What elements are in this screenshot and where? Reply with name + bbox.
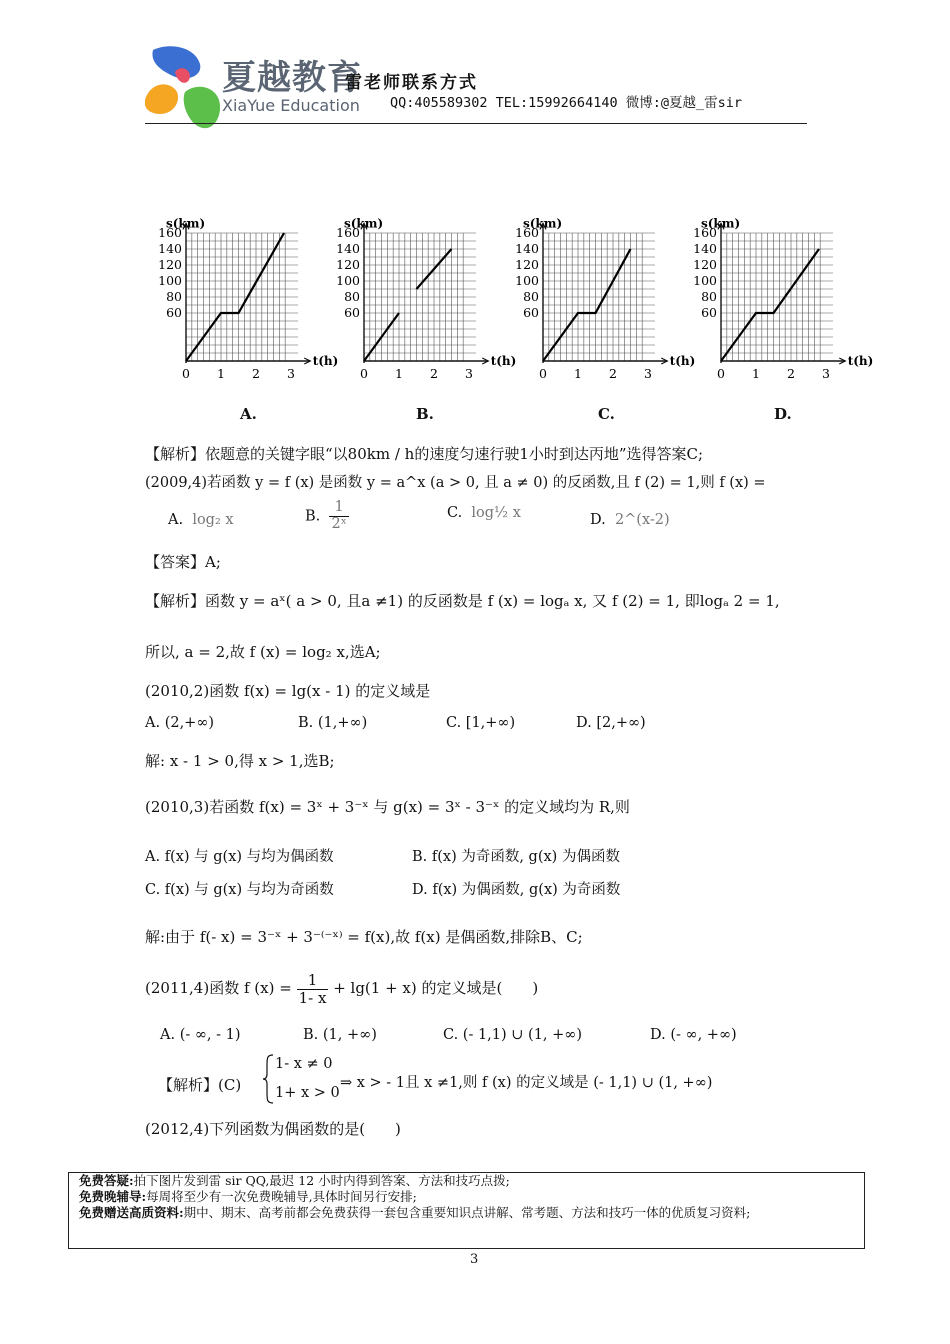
x-tick-label: 0 bbox=[182, 366, 190, 381]
contact-title: 雷老师联系方式 bbox=[345, 73, 478, 93]
y-tick-label: 140 bbox=[693, 241, 717, 256]
brace-icon bbox=[262, 1054, 274, 1104]
x-tick-label: 3 bbox=[287, 366, 295, 381]
q2-option-d: D. 2^(x-2) bbox=[590, 512, 670, 528]
q4-solution: 解:由于 f(- x) = 3⁻ˣ + 3⁻⁽⁻ˣ⁾ = f(x),故 f(x) 是偶函数,排除B、C; bbox=[145, 928, 583, 946]
q5-analysis-prefix: 【解析】(C) bbox=[158, 1076, 242, 1094]
q4-option-b: B. f(x) 为奇函数, g(x) 为偶函数 bbox=[412, 849, 620, 865]
x-tick-label: 2 bbox=[609, 366, 617, 381]
y-tick-label: 120 bbox=[515, 257, 539, 272]
q4-option-a: A. f(x) 与 g(x) 与均为偶函数 bbox=[145, 849, 334, 865]
q3-option-a: A. (2,+∞) bbox=[145, 715, 215, 731]
header-divider bbox=[145, 123, 807, 124]
graph-label-b: B. bbox=[416, 405, 434, 423]
y-tick-label: 140 bbox=[336, 241, 360, 256]
y-tick-label: 60 bbox=[701, 305, 717, 320]
y-tick-label: 100 bbox=[336, 273, 360, 288]
q2-analysis-line1: 【解析】函数 y = aˣ( a > 0, 且a ≠1) 的反函数是 f (x) = logₐ x, 又 f (2) = 1, 即logₐ 2 = 1, bbox=[145, 592, 780, 610]
y-tick-label: 140 bbox=[158, 241, 182, 256]
q2-option-a: A. log₂ x bbox=[168, 512, 234, 528]
q5-system-line2: 1+ x > 0 bbox=[275, 1085, 340, 1101]
y-tick-label: 160 bbox=[158, 225, 182, 240]
footer-line-2: 免费晚辅导:每周将至少有一次免费晚辅导,具体时间另行安排; bbox=[79, 1189, 417, 1204]
page-number: 3 bbox=[470, 1252, 479, 1267]
y-tick-label: 120 bbox=[158, 257, 182, 272]
distance-time-graphs bbox=[150, 195, 890, 385]
x-tick-label: 3 bbox=[644, 366, 652, 381]
x-axis-label: t(h) bbox=[490, 354, 517, 368]
y-axis-label: s(km) bbox=[166, 216, 206, 231]
y-tick-label: 80 bbox=[701, 289, 717, 304]
x-tick-label: 3 bbox=[465, 366, 473, 381]
y-tick-label: 60 bbox=[523, 305, 539, 320]
y-axis-label: s(km) bbox=[523, 216, 563, 231]
q5-option-d: D. (- ∞, +∞) bbox=[650, 1027, 737, 1043]
x-axis-label: t(h) bbox=[847, 354, 874, 368]
q2-answer: 【答案】A; bbox=[145, 553, 221, 571]
q2-analysis-line2: 所以, a = 2,故 f (x) = log₂ x,选A; bbox=[145, 643, 381, 661]
q2-option-b: B. $\frac{1}{\text{2ˣ}}$ bbox=[305, 499, 347, 532]
y-tick-label: 100 bbox=[693, 273, 717, 288]
q3-option-b: B. (1,+∞) bbox=[298, 715, 368, 731]
y-axis-label: s(km) bbox=[701, 216, 741, 231]
y-tick-label: 60 bbox=[166, 305, 182, 320]
q5-option-a: A. (- ∞, - 1) bbox=[160, 1027, 241, 1043]
graph-label-d: D. bbox=[774, 405, 792, 423]
q4-stem: (2010,3)若函数 f(x) = 3ˣ + 3⁻ˣ 与 g(x) = 3ˣ - 3⁻ˣ 的定义域均为 R,则 bbox=[145, 798, 630, 816]
graph-a bbox=[158, 216, 338, 381]
q4-option-c: C. f(x) 与 g(x) 与均为奇函数 bbox=[145, 882, 334, 898]
q5-analysis-suffix: ⇒ x > - 1且 x ≠1,则 f (x) 的定义域是 (- 1,1) ∪ (1, +∞) bbox=[340, 1075, 713, 1091]
q5-option-b: B. (1, +∞) bbox=[303, 1027, 377, 1043]
footer-line-3: 免费赠送高质资料:期中、期末、高考前都会免费获得一套包含重要知识点讲解、常考题、方法和技巧一体的优质复习资料; bbox=[79, 1205, 751, 1220]
brand-name-english: XiaYue Education bbox=[222, 96, 360, 115]
q3-option-c: C. [1,+∞) bbox=[446, 715, 516, 731]
q3-stem: (2010,2)函数 f(x) = lg(x - 1) 的定义域是 bbox=[145, 682, 431, 700]
y-tick-label: 60 bbox=[344, 305, 360, 320]
footer-notice-box bbox=[68, 1172, 865, 1249]
y-axis-label: s(km) bbox=[344, 216, 384, 231]
y-tick-label: 160 bbox=[693, 225, 717, 240]
q3-solution: 解: x - 1 > 0,得 x > 1,选B; bbox=[145, 752, 335, 770]
x-tick-label: 2 bbox=[430, 366, 438, 381]
x-tick-label: 1 bbox=[217, 366, 225, 381]
q5-system-line1: 1- x ≠ 0 bbox=[275, 1056, 333, 1072]
graph-label-c: C. bbox=[598, 405, 615, 423]
graph-c bbox=[515, 216, 695, 381]
y-tick-label: 120 bbox=[336, 257, 360, 272]
y-tick-label: 100 bbox=[158, 273, 182, 288]
y-tick-label: 160 bbox=[515, 225, 539, 240]
y-tick-label: 80 bbox=[166, 289, 182, 304]
x-tick-label: 2 bbox=[252, 366, 260, 381]
y-tick-label: 80 bbox=[523, 289, 539, 304]
graph-b bbox=[336, 216, 516, 381]
y-tick-label: 100 bbox=[515, 273, 539, 288]
q1-analysis: 【解析】依题意的关键字眼“以80km / h的速度匀速行驶1小时到达丙地”选得答案C; bbox=[145, 445, 704, 463]
x-tick-label: 0 bbox=[717, 366, 725, 381]
x-tick-label: 3 bbox=[822, 366, 830, 381]
y-tick-label: 140 bbox=[515, 241, 539, 256]
logo-icon bbox=[145, 42, 225, 132]
brand-name: 夏越教育 bbox=[222, 58, 362, 98]
contact-info: QQ:405589302 TEL:15992664140 微博:@夏越_雷sir bbox=[390, 95, 742, 111]
y-tick-label: 80 bbox=[344, 289, 360, 304]
q2-stem: (2009,4)若函数 y = f (x) 是函数 y = a^x (a > 0, 且 a ≠ 0) 的反函数,且 f (2) = 1,则 f (x) = bbox=[145, 475, 766, 491]
x-tick-label: 0 bbox=[360, 366, 368, 381]
q6-stem: (2012,4)下列函数为偶函数的是( ) bbox=[145, 1120, 401, 1138]
q5-stem: (2011,4)函数 f (x) = $\frac{1}{1- x}$ + lg(1 + x) 的定义域是( ) bbox=[145, 971, 539, 1007]
q2-option-c: C. log½ x bbox=[447, 505, 521, 521]
x-tick-label: 1 bbox=[395, 366, 403, 381]
q5-option-c: C. (- 1,1) ∪ (1, +∞) bbox=[443, 1027, 583, 1043]
x-tick-label: 0 bbox=[539, 366, 547, 381]
x-tick-label: 1 bbox=[574, 366, 582, 381]
footer-line-1: 免费答疑:拍下图片发到雷 sir QQ,最迟 12 小时内得到答案、方法和技巧点拨; bbox=[79, 1173, 510, 1188]
graph-label-a: A. bbox=[240, 405, 257, 423]
y-tick-label: 120 bbox=[693, 257, 717, 272]
q3-option-d: D. [2,+∞) bbox=[576, 715, 646, 731]
x-tick-label: 1 bbox=[752, 366, 760, 381]
x-axis-label: t(h) bbox=[312, 354, 339, 368]
x-tick-label: 2 bbox=[787, 366, 795, 381]
x-axis-label: t(h) bbox=[669, 354, 696, 368]
graph-d bbox=[693, 216, 873, 381]
q4-option-d: D. f(x) 为偶函数, g(x) 为奇函数 bbox=[412, 882, 621, 898]
y-tick-label: 160 bbox=[336, 225, 360, 240]
